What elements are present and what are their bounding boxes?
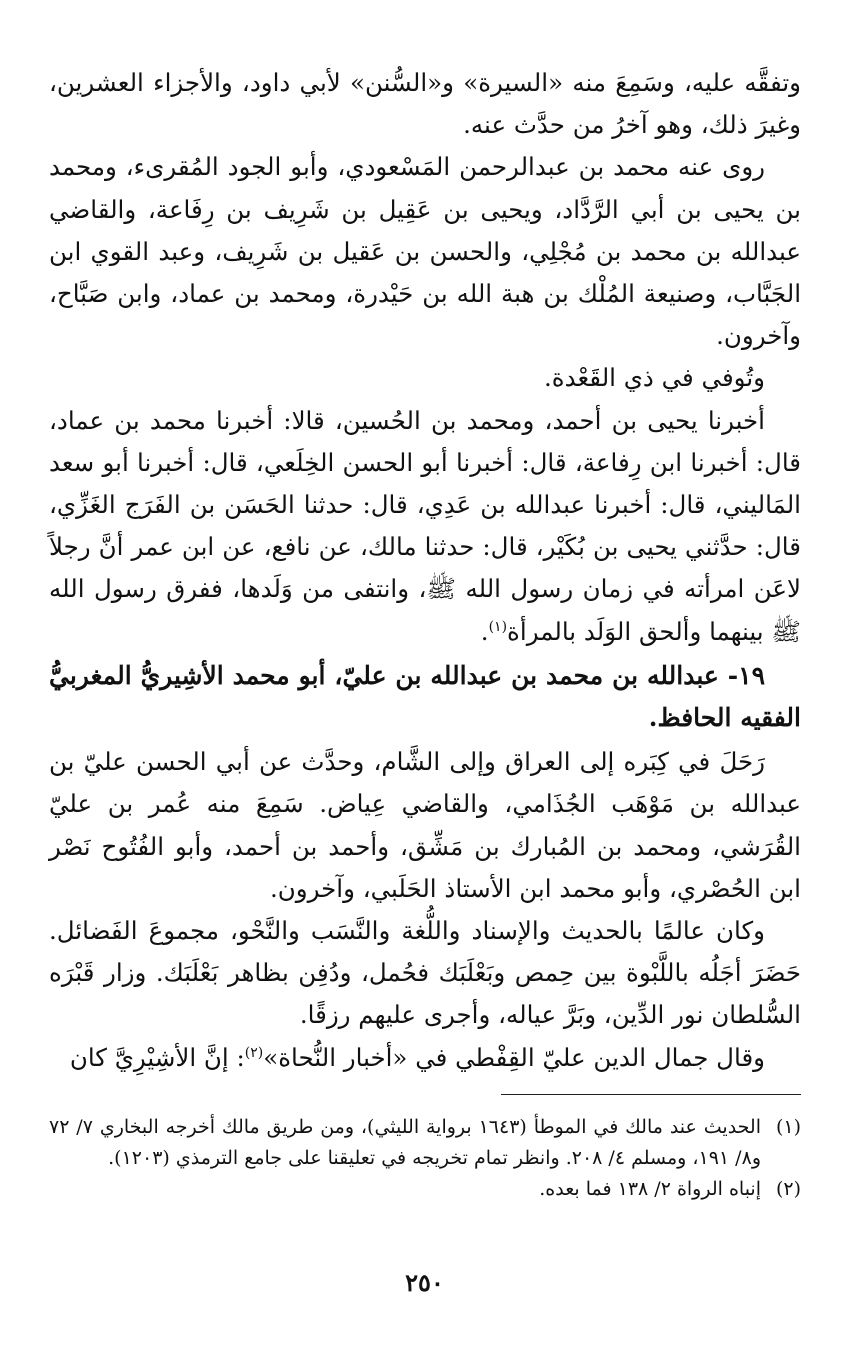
paragraph-4-end: . <box>480 616 489 646</box>
footnote-2-number: (٢) <box>775 1178 801 1200</box>
paragraph-6: وكان عالمًا بالحديث والإسناد واللُّغة والنَّسَب والنَّحْو، مجموعَ الفَضائل. حَضَرَ أجَلُه باللَّبْوة بين حِمص وبَعْلَبَك فحُمل، ودُفِن بظاهر بَعْلَبَك. وزار قَبْرَه السُّلطان نور الدِّين، وبَرَّ عياله، وأجرى عليهم رزقًا. <box>49 916 801 1030</box>
footnote-ref-2: (٢) <box>244 1044 264 1061</box>
footnote-ref-1: (١) <box>488 618 508 635</box>
footnote-1-number: (١) <box>775 1116 801 1138</box>
main-text <box>49 62 801 1079</box>
paragraph-4 <box>49 400 801 653</box>
paragraph-1: وتفقَّه عليه، وسَمِعَ منه «السيرة» و«السُّنن» لأبي داود، والأجزاء العشرين، وغيرَ ذلك، وهو آخرُ من حدَّث عنه. <box>49 68 801 140</box>
paragraph-7-end: : إنَّ الأشِيْرِيَّ كان <box>69 1042 245 1072</box>
footnote-2-text: إنباه الرواة ٢/ ١٣٨ فما بعده. <box>539 1178 761 1200</box>
footnote-1 <box>49 1112 801 1174</box>
paragraph-2: روى عنه محمد بن عبدالرحمن المَسْعودي، وأبو الجود المُقرىء، ومحمد بن يحيى بن أبي الرَّدَّاد، ويحيى بن عَقِيل بن شَرِيف بن رِفَاعة، والقاضي عبدالله بن محمد بن مُجْلِي، والحسن بن عَقيل بن شَرِيف، وعبد القوي ابن الجَبَّاب، وصنيعة المُلْك بن هبة الله بن حَيْدرة، ومحمد بن عماد، وابن صَبَّاح، وآخرون. <box>49 152 801 351</box>
paragraph-5: رَحَلَ في كِبَره إلى العراق وإلى الشَّام، وحدَّث عن أبي الحسن عليّ بن عبدالله بن مَوْهَب الجُذَامي، والقاضي عِياض. سَمِعَ منه عُمر بن عليّ القُرَشي، ومحمد بن المُبارك بن مَشِّق، وأحمد بن أحمد، وأبو الفُتُوح نَصْر ابن الحُصْري، وأبو محمد ابن الأستاذ الحَلَبي، وآخرون. <box>49 747 801 903</box>
footnote-2 <box>49 1174 801 1205</box>
footnotes <box>49 1112 801 1205</box>
paragraph-4-text: أخبرنا يحيى بن أحمد، ومحمد بن الحُسين، قالا: أخبرنا محمد بن عماد، قال: أخبرنا ابن رِفاعة، قال: أخبرنا أبو الحسن الخِلَعي، قال: أخبرنا أبو سعد المَاليني، قال: أخبرنا عبدالله بن عَدِي، قال: حدثنا الحَسَن بن الفَرَج الغَزِّي، قال: حدَّثني يحيى بن بُكَيْر، قال: حدثنا مالك، عن نافع، عن ابن عمر أنَّ رجلاً لاعَن امرأته في زمان رسول الله ﷺ، وانتفى من وَلَدها، ففرق رسول الله ﷺ بينهما وألحق الوَلَد بالمرأة <box>49 405 801 646</box>
footnote-1-text: الحديث عند مالك في الموطأ (١٦٤٣ برواية الليثي)، ومن طريق مالك أخرجه البخاري ٧/ ٧٢ و٨/ ١٩١، ومسلم ٤/ ٢٠٨. وانظر تمام تخريجه في تعليقنا على جامع الترمذي (١٢٠٣). <box>49 1116 761 1169</box>
entry-heading: ١٩- عبدالله بن محمد بن عبدالله بن عليّ، أبو محمد الأشِيريُّ المغربيُّ الفقيه الحافظ. <box>49 660 801 733</box>
paragraph-7-text: وقال جمال الدين عليّ القِفْطي في «أخبار النُّحاة» <box>263 1042 765 1072</box>
page-number: ٢٥٠ <box>405 1268 444 1297</box>
footnote-separator <box>501 1094 801 1095</box>
paragraph-7 <box>49 1037 801 1079</box>
paragraph-3: وتُوفي في ذي القَعْدة. <box>544 363 765 393</box>
